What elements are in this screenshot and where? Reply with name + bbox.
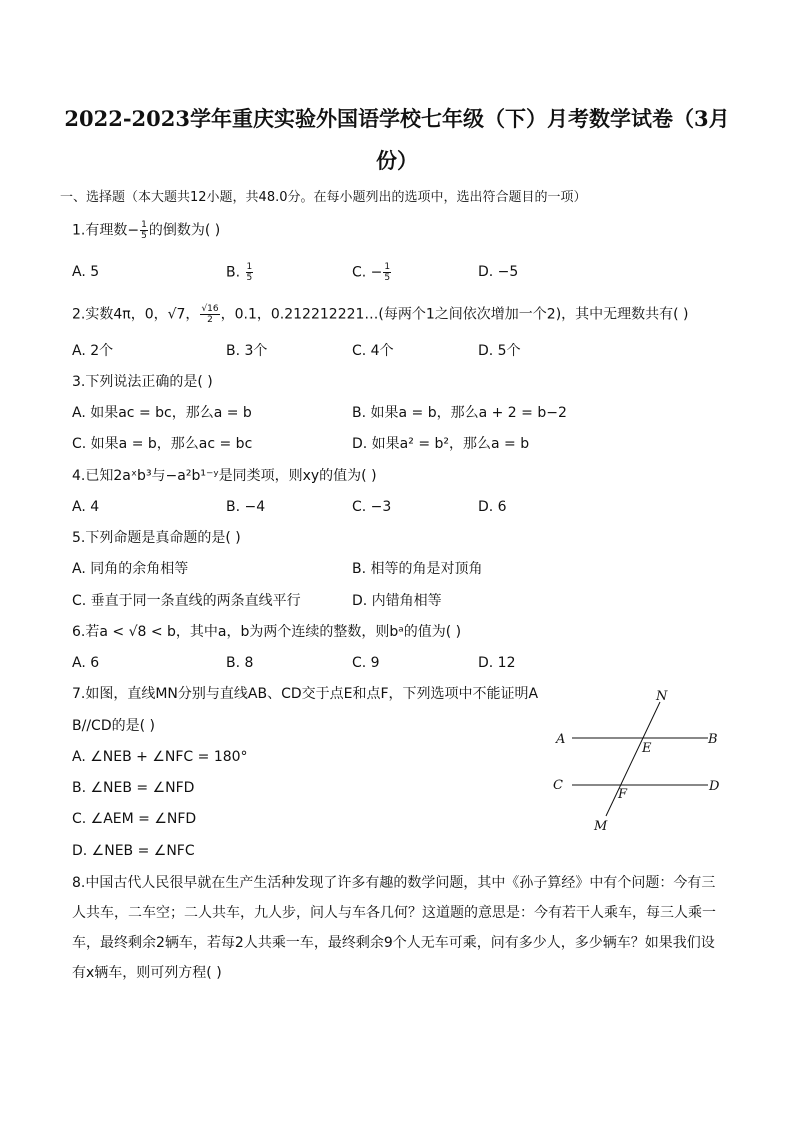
- parallel-lines-figure: [548, 682, 728, 838]
- line-mn: [606, 702, 660, 816]
- q1-b-den: 5: [246, 273, 253, 283]
- q1-c-den: 5: [384, 273, 391, 283]
- q3-option-d: D. 如果a² = b²，那么a = b: [352, 436, 530, 452]
- q1-b-num: 1: [246, 262, 253, 272]
- q2-frac-den: 2: [207, 315, 213, 325]
- question-6: 6.若a < √8 < b，其中a，b为两个连续的整数，则bᵃ的值为( ): [72, 624, 462, 640]
- question-7-line2: B//CD的是( ): [72, 718, 155, 734]
- label-m: M: [594, 819, 608, 834]
- label-c: C: [553, 778, 563, 793]
- q7-option-d: D. ∠NEB = ∠NFC: [72, 843, 195, 859]
- q1-c-fraction: [383, 262, 391, 283]
- q2-frac-num: √16: [201, 304, 219, 314]
- question-3: 3.下列说法正确的是( ): [72, 374, 213, 390]
- q1-c-num: 1: [384, 262, 391, 272]
- q6-option-d: D. 12: [478, 655, 516, 671]
- label-d: D: [709, 779, 720, 794]
- question-1: [72, 220, 220, 241]
- q5-option-c: C. 垂直于同一条直线的两条直线平行: [72, 593, 301, 609]
- section-heading: 一、选择题（本大题共12小题，共48.0分。在每小题列出的选项中，选出符合题目的一项）: [60, 190, 587, 205]
- q4-option-a: A. 4: [72, 499, 100, 515]
- q3-option-b: B. 如果a = b，那么a + 2 = b−2: [352, 405, 567, 421]
- q1-text-post: 的倒数为( ): [148, 222, 221, 239]
- q1-text-pre: 1.有理数−: [72, 222, 140, 239]
- label-n: N: [656, 689, 668, 704]
- q5-option-d: D. 内错角相等: [352, 593, 442, 609]
- q1-option-c: [352, 262, 392, 283]
- q3-option-a: A. 如果ac = bc，那么a = b: [72, 405, 252, 421]
- question-2: [72, 304, 689, 325]
- q1-option-a: A. 5: [72, 264, 100, 280]
- label-b: B: [708, 732, 718, 747]
- q5-option-b: B. 相等的角是对顶角: [352, 561, 483, 577]
- question-4: 4.已知2aˣb³与−a²b¹⁻ʸ是同类项，则xy的值为( ): [72, 468, 377, 484]
- q4-option-c: C. −3: [352, 499, 392, 515]
- q5-option-a: A. 同角的余角相等: [72, 561, 189, 577]
- q6-option-b: B. 8: [226, 655, 254, 671]
- q1-option-b: [226, 262, 254, 283]
- label-e: E: [642, 741, 652, 756]
- q1-b-label: B.: [226, 264, 241, 281]
- q6-option-c: C. 9: [352, 655, 380, 671]
- q1-fraction: [140, 220, 148, 241]
- q3-option-c: C. 如果a = b，那么ac = bc: [72, 436, 253, 452]
- q2-option-c: C. 4个: [352, 343, 394, 359]
- q2-text-2: ，0.1，0.212212221…(每两个1之间依次增加一个2)，其中无理数共有( ): [220, 306, 689, 323]
- q7-option-b: B. ∠NEB = ∠NFD: [72, 780, 195, 796]
- q7-option-a: A. ∠NEB + ∠NFC = 180°: [72, 749, 248, 765]
- question-8: 8.中国古代人民很早就在生产生活种发现了许多有趣的数学问题，其中《孙子算经》中有个问题：今有三人共车，二车空；二人共车，九人步，问人与车各几何？这道题的意思是：今有若干人乘车，每三人乘一车，最终剩余2辆车，若每2人共乘一车，最终剩余9个人无车可乘，问有多少人，多少辆车？如果我们设有x辆车，则可列方程( ): [72, 875, 716, 981]
- question-7-line1: 7.如图，直线MN分别与直线AB、CD交于点E和点F，下列选项中不能证明A: [72, 686, 539, 702]
- q1-frac-den: 5: [141, 231, 147, 241]
- question-5: 5.下列命题是真命题的是( ): [72, 530, 241, 546]
- q2-option-b: B. 3个: [226, 343, 268, 359]
- q2-fraction: [200, 304, 219, 325]
- q1-b-fraction: [246, 262, 254, 283]
- q2-text-1: 2.实数4π，0，√7，: [72, 306, 200, 323]
- exam-title-line2: 份）: [376, 148, 418, 173]
- q1-frac-num: 1: [141, 220, 147, 230]
- q6-option-a: A. 6: [72, 655, 100, 671]
- exam-title-line1: 2022-2023学年重庆实验外国语学校七年级（下）月考数学试卷（3月: [64, 106, 730, 131]
- q2-option-d: D. 5个: [478, 343, 521, 359]
- q7-option-c: C. ∠AEM = ∠NFD: [72, 811, 197, 827]
- q2-option-a: A. 2个: [72, 343, 114, 359]
- q4-option-d: D. 6: [478, 499, 507, 515]
- q1-option-d: D. −5: [478, 264, 519, 280]
- label-f: F: [618, 787, 628, 802]
- q4-option-b: B. −4: [226, 499, 266, 515]
- q1-c-label: C. −: [352, 264, 383, 281]
- label-a: A: [556, 732, 566, 747]
